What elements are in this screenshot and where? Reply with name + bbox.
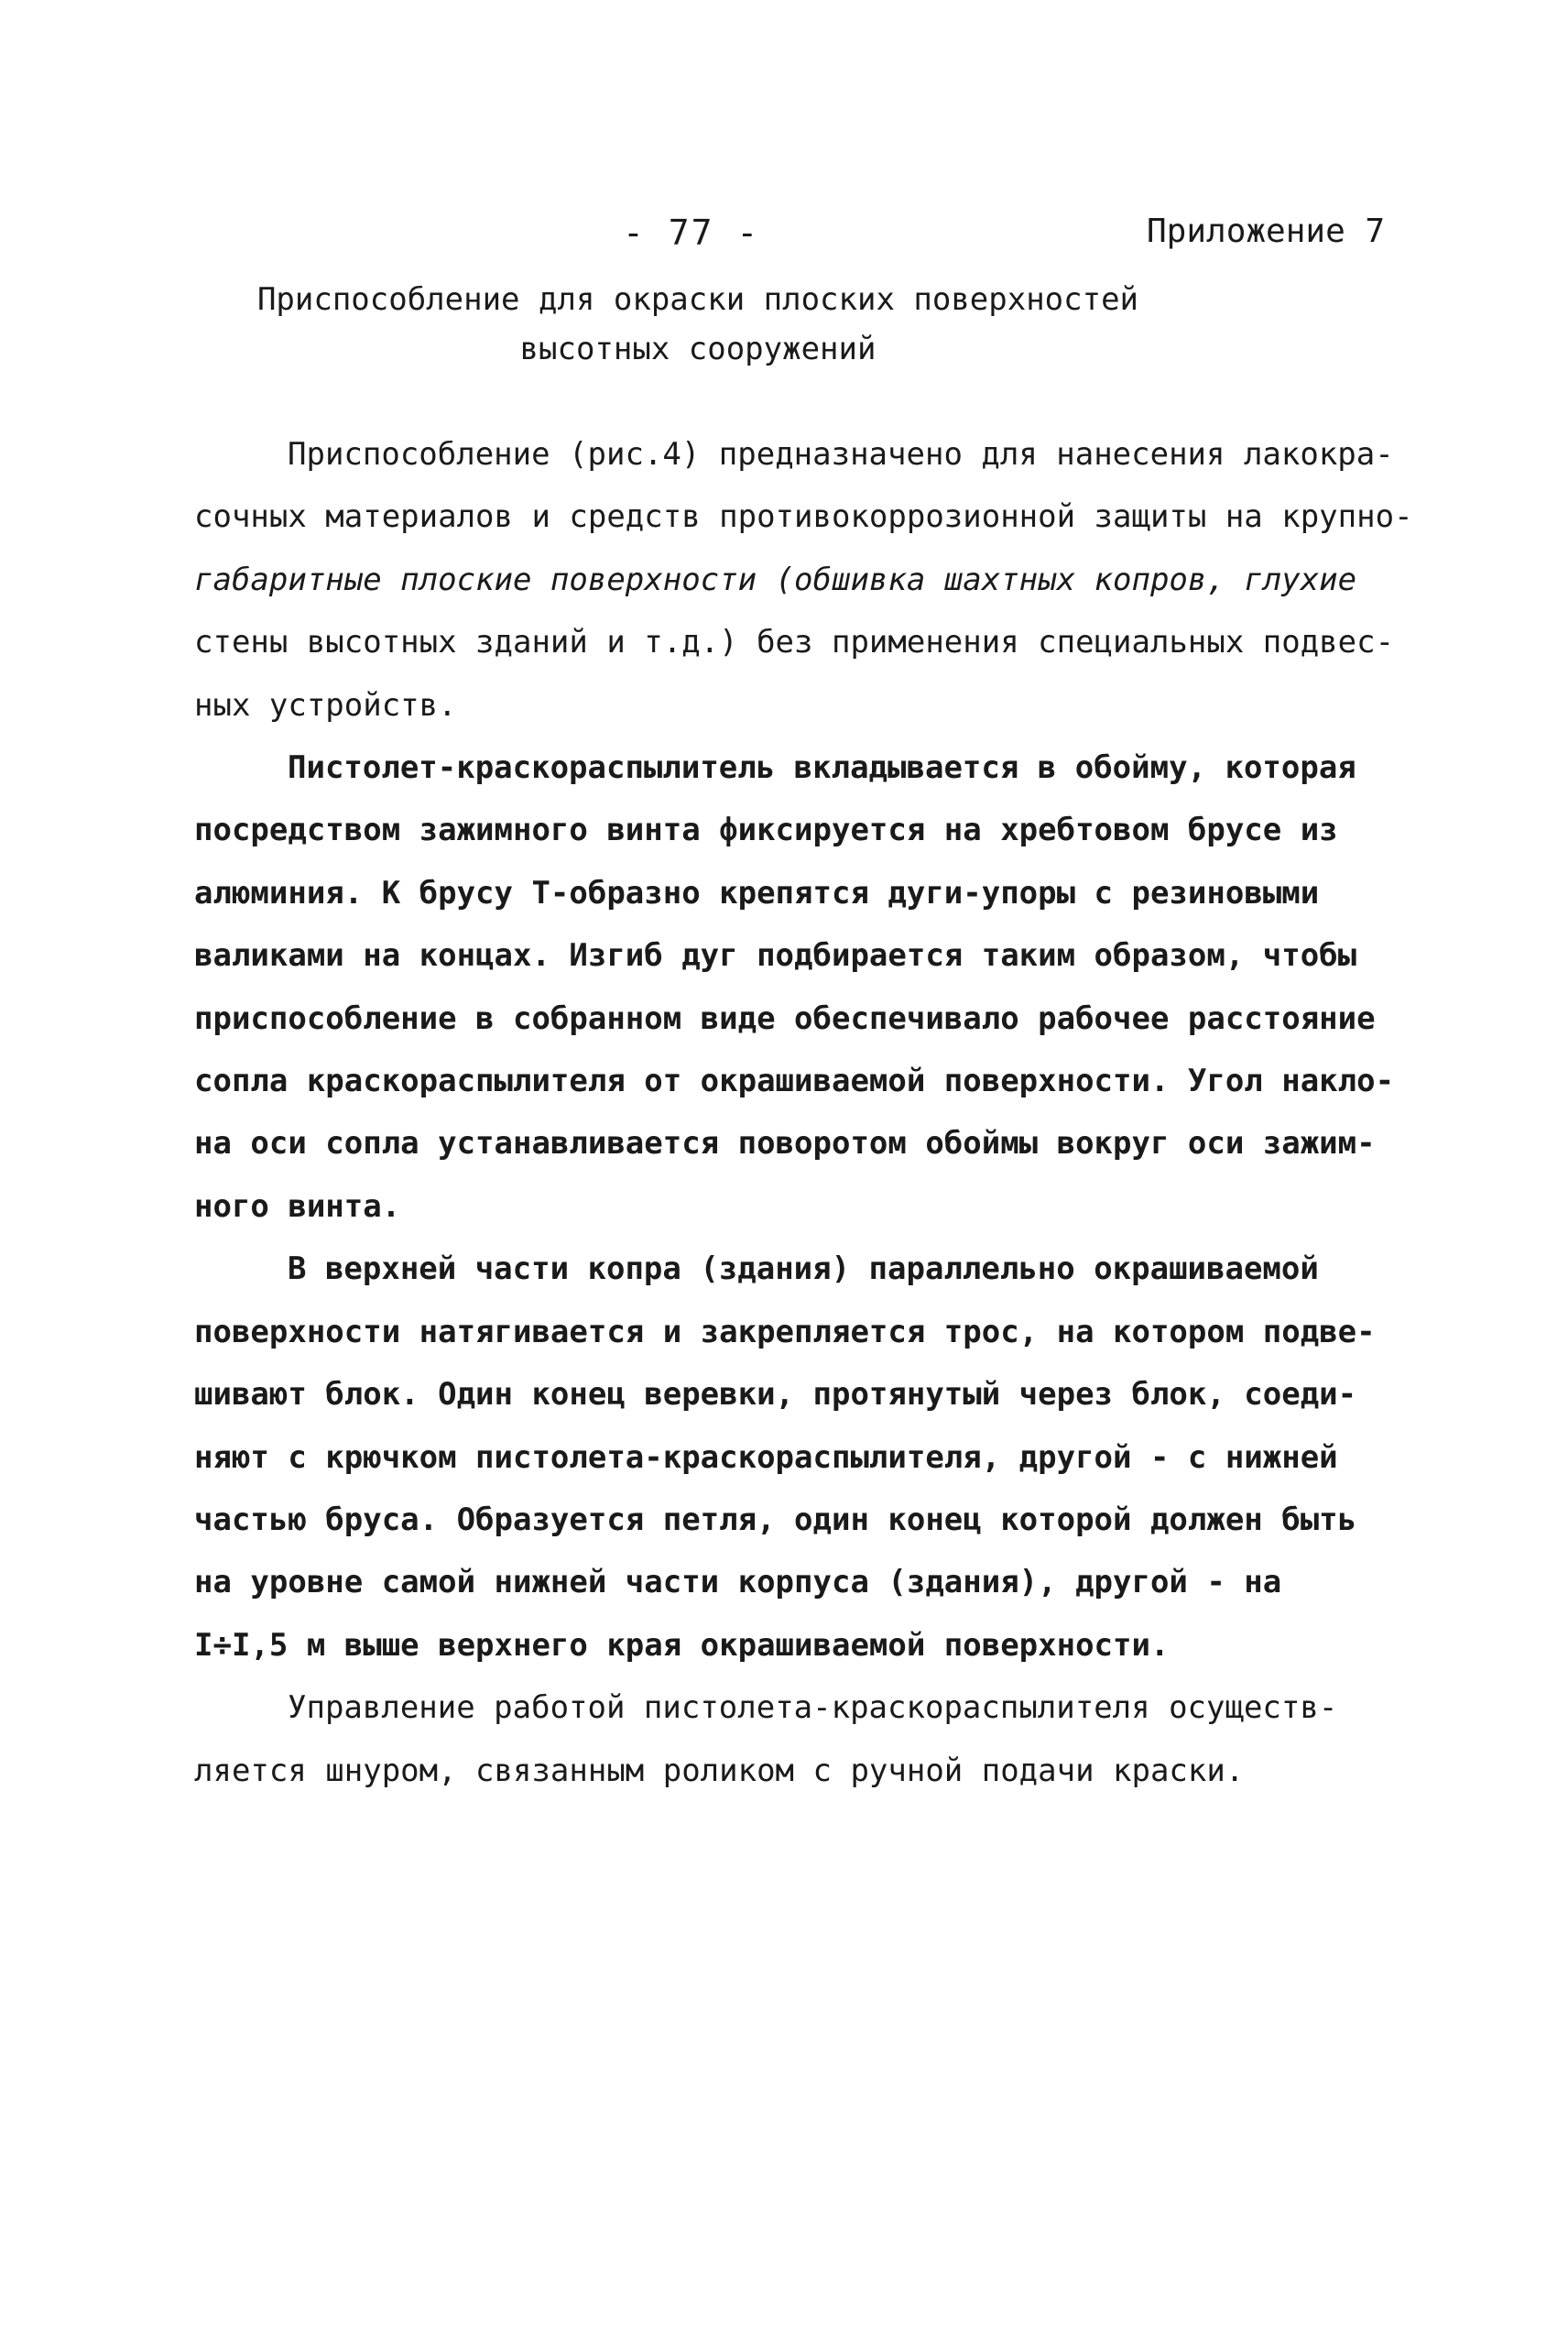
document-title [240,275,1156,374]
paragraph-2-line: приспособление в собранном виде обеспечивало рабочее расстояние [194,999,1376,1037]
paragraph-3-line: частью бруса. Образуется петля, один конец которой должен быть [194,1501,1357,1538]
paragraph-2-line: ного винта. [194,1187,401,1225]
paragraph-2-line: Пистолет-краскораспылитель вкладывается в обойму, которая [288,749,1356,787]
paragraph-1-line: Приспособление (рис.4) предназначено для нанесения лакокра- [288,436,1394,473]
page-number: - 77 - [623,213,760,253]
paragraph-1-line: стены высотных зданий и т.д.) без применения специальных подвес- [194,624,1395,661]
paragraph-2-line: посредством зажимного винта фиксируется на хребтовом брусе из [194,812,1338,849]
paragraph-4-line: Управление работой пистолета-краскораспылителя осуществ- [288,1689,1338,1727]
paragraph-3-line: на уровне самой нижней части корпуса (здания), другой - на [194,1564,1282,1601]
paragraph-2-line: сопла краскораспылителя от окрашиваемой поверхности. Угол накло- [194,1063,1395,1100]
title-line-2: высотных сооружений [519,331,877,367]
paragraph-3-line: няют с крючком пистолета-краскораспылителя, другой - с нижней [194,1438,1338,1476]
paragraph-3-line: I÷I,5 м выше верхнего края окрашиваемой поверхности. [194,1626,1170,1664]
paragraph-3-line: шивают блок. Один конец веревки, протянутый через блок, соеди- [194,1376,1357,1414]
paragraph-4-line: ляется шнуром, связанным роликом с ручной подачи краски. [194,1752,1245,1789]
paragraph-2-line: валиками на концах. Изгиб дуг подбирается таким образом, чтобы [194,937,1357,975]
paragraph-3-line: поверхности натягивается и закрепляется трос, на котором подве- [194,1313,1376,1350]
title-line-1: Приспособление для окраски плоских поверхностей [256,281,1139,318]
paragraph-2-line: на оси сопла устанавливается поворотом обоймы вокруг оси зажим- [194,1125,1376,1163]
paragraph-2-line: алюминия. К брусу Т-образно крепятся дуги-упоры с резиновыми [194,874,1320,912]
body-text [194,423,1431,1802]
paragraph-1-line: ных устройств. [194,686,457,724]
paragraph-1-line: габаритные плоские поверхности (обшивка шахтных копров, глухие [194,561,1357,598]
paragraph-3-line: В верхней части копра (здания) параллельно окрашиваемой [288,1250,1319,1288]
paragraph-1-line: сочных материалов и средств противокоррозионной защиты на крупно- [194,498,1413,536]
appendix-label: Приложение 7 [1147,213,1386,250]
